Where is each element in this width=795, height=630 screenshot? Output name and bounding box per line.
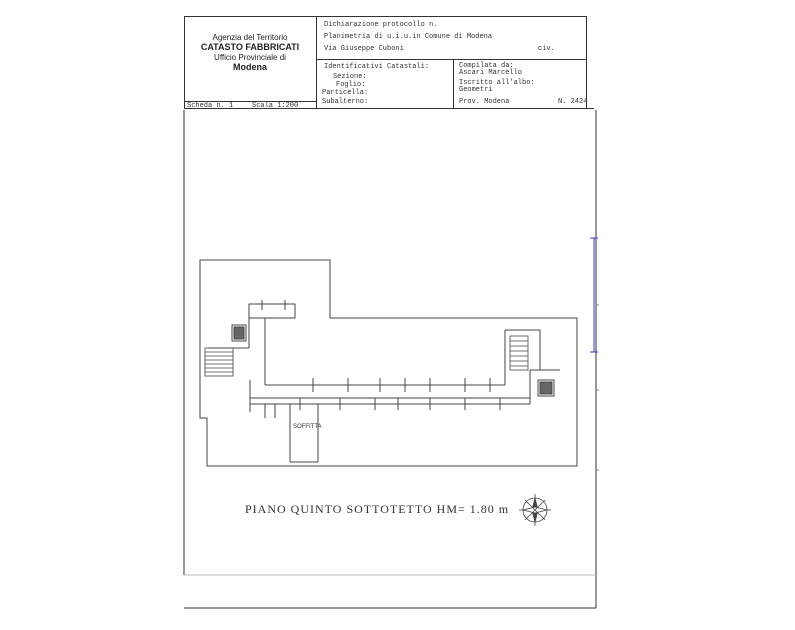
inner-walls <box>208 304 560 462</box>
left-staircase <box>205 348 233 376</box>
left-elevator <box>232 325 246 341</box>
civ-label: civ. <box>538 45 555 53</box>
albo-value: Geometri <box>459 86 493 94</box>
right-staircase <box>510 336 528 370</box>
compiler-name: Ascari Marcello <box>459 69 523 77</box>
catasto-title: CATASTO FABBRICATI <box>200 42 300 53</box>
particella-label: Particella: <box>322 89 369 97</box>
registration-number: N. 2424 <box>558 98 588 106</box>
right-elevator <box>538 380 554 396</box>
city-name: Modena <box>232 61 267 72</box>
identifiers-title: Identificativi Catastali: <box>324 63 430 71</box>
address: Via Giuseppe Cuboni <box>324 45 404 53</box>
scala-label: Scala 1:200 <box>252 102 299 110</box>
dimension-line <box>590 238 598 352</box>
compiler-label: Compilata da: <box>459 62 514 70</box>
albo-label: Iscritto all'albo: <box>459 79 535 87</box>
subalterno-label: Subalterno: <box>322 98 369 106</box>
compass-rose <box>519 494 551 526</box>
foglio-label: Foglio: <box>336 81 366 89</box>
sheet-frame <box>184 110 596 608</box>
scheda-label: Scheda n. 1 <box>187 102 234 110</box>
sezione-label: Sezione: <box>333 73 367 81</box>
plan-description: Planimetria di u.i.u.in Comune di Modena <box>324 33 493 41</box>
protocol-label: Dichiarazione protocollo n. <box>324 21 438 29</box>
province: Prov. Modena <box>459 98 510 106</box>
building-outline <box>200 260 577 466</box>
corridor-ticks <box>250 300 500 412</box>
room-label-soffitta: SOFFITTA <box>293 424 322 430</box>
agency-name: Agenzia del Territorio <box>212 33 288 42</box>
floor-caption: PIANO QUINTO SOTTOTETTO HM= 1.80 m <box>245 502 510 516</box>
ufficio-label: Ufficio Provinciale di <box>214 52 286 62</box>
